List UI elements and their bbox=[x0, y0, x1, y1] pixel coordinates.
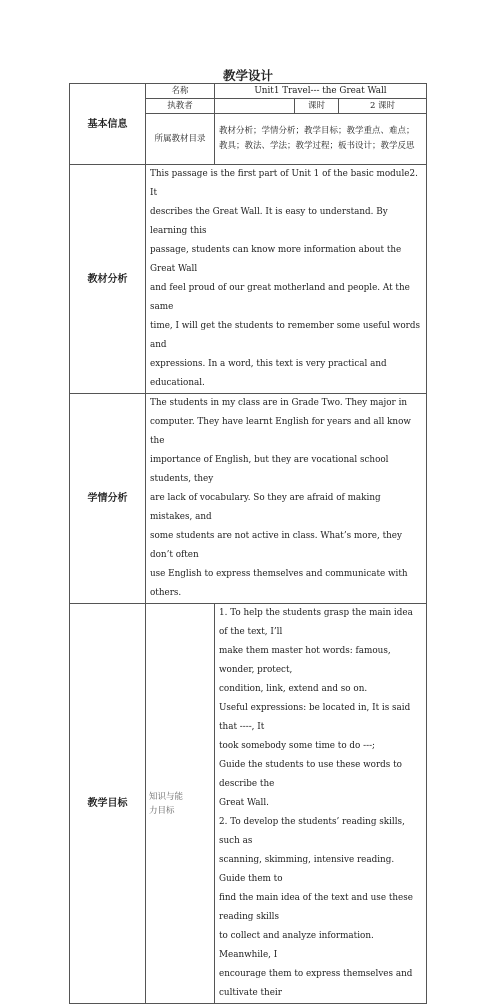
text-line: encourage them to express themselves and cultivate their bbox=[219, 969, 413, 998]
section-teaching-objectives: 教学目标 bbox=[70, 604, 146, 1004]
name-label: 名称 bbox=[146, 84, 215, 99]
text-line: time, I will get the students to remember some useful words and bbox=[150, 321, 420, 350]
text-line: took somebody some time to do ---; bbox=[219, 741, 376, 751]
textbook-analysis-text bbox=[146, 165, 427, 394]
text-line: The students in my class are in Grade Two. They major in bbox=[150, 398, 408, 408]
text-line: to collect and analyze information. Meanwhile, I bbox=[219, 931, 374, 960]
objective-type-label bbox=[146, 604, 215, 1004]
text-line: are lack of vocabulary. So they are afraid of making mistakes, and bbox=[150, 493, 381, 522]
period-value: 2 课时 bbox=[339, 99, 427, 114]
text-line: This passage is the first part of Unit 1 of the basic module2. It bbox=[150, 169, 418, 198]
objectives-text bbox=[215, 604, 427, 1004]
section-textbook-analysis: 教材分析 bbox=[70, 165, 146, 394]
text-line: Useful expressions: be located in, It is said that ----, It bbox=[219, 703, 411, 732]
text-line: condition, link, extend and so on. bbox=[219, 684, 368, 694]
lesson-plan-table bbox=[69, 83, 427, 1004]
text-line: scanning, skimming, intensive reading. Guide them to bbox=[219, 855, 395, 884]
contents-value: 教材分析；学情分析；教学目标；教学重点、难点；教具；教法、学法；教学过程；板书设计；教学反思 bbox=[215, 114, 427, 165]
text-line: expressions. In a word, this text is very practical and educational. bbox=[150, 359, 387, 388]
text-line: and feel proud of our great motherland and people. At the same bbox=[150, 283, 410, 312]
text-line: make them master hot words: famous, wonder, protect, bbox=[219, 646, 391, 675]
text-line: Great Wall. bbox=[219, 798, 269, 808]
name-value: Unit1 Travel--- the Great Wall bbox=[215, 84, 427, 99]
text-line: some students are not active in class. What’s more, they don’t often bbox=[150, 531, 402, 560]
teacher-value bbox=[215, 99, 295, 114]
contents-label: 所属教材目录 bbox=[146, 114, 215, 165]
text-line: passage, students can know more information about the Great Wall bbox=[150, 245, 402, 274]
text-line: computer. They have learnt English for years and all know the bbox=[150, 417, 411, 446]
text-line: importance of English, but they are vocational school students, they bbox=[150, 455, 389, 484]
text-line: 1. To help the students grasp the main idea of the text, I’ll bbox=[219, 608, 413, 637]
text-line: find the main idea of the text and use these reading skills bbox=[219, 893, 413, 922]
teacher-label: 执教者 bbox=[146, 99, 215, 114]
page-title: 教学设计 bbox=[222, 68, 273, 83]
text-line: describes the Great Wall. It is easy to understand. By learning this bbox=[150, 207, 388, 236]
text-line: use English to express themselves and communicate with others. bbox=[150, 569, 408, 598]
section-student-analysis: 学情分析 bbox=[70, 394, 146, 604]
text-line: Guide the students to use these words to describe the bbox=[219, 760, 402, 789]
student-analysis-text bbox=[146, 394, 427, 604]
section-basic-info: 基本信息 bbox=[70, 84, 146, 165]
period-label: 课时 bbox=[295, 99, 339, 114]
text-line: 2. To develop the students’ reading skills, such as bbox=[219, 817, 405, 846]
objective-type-text: 知识与能力目标 bbox=[149, 791, 184, 816]
